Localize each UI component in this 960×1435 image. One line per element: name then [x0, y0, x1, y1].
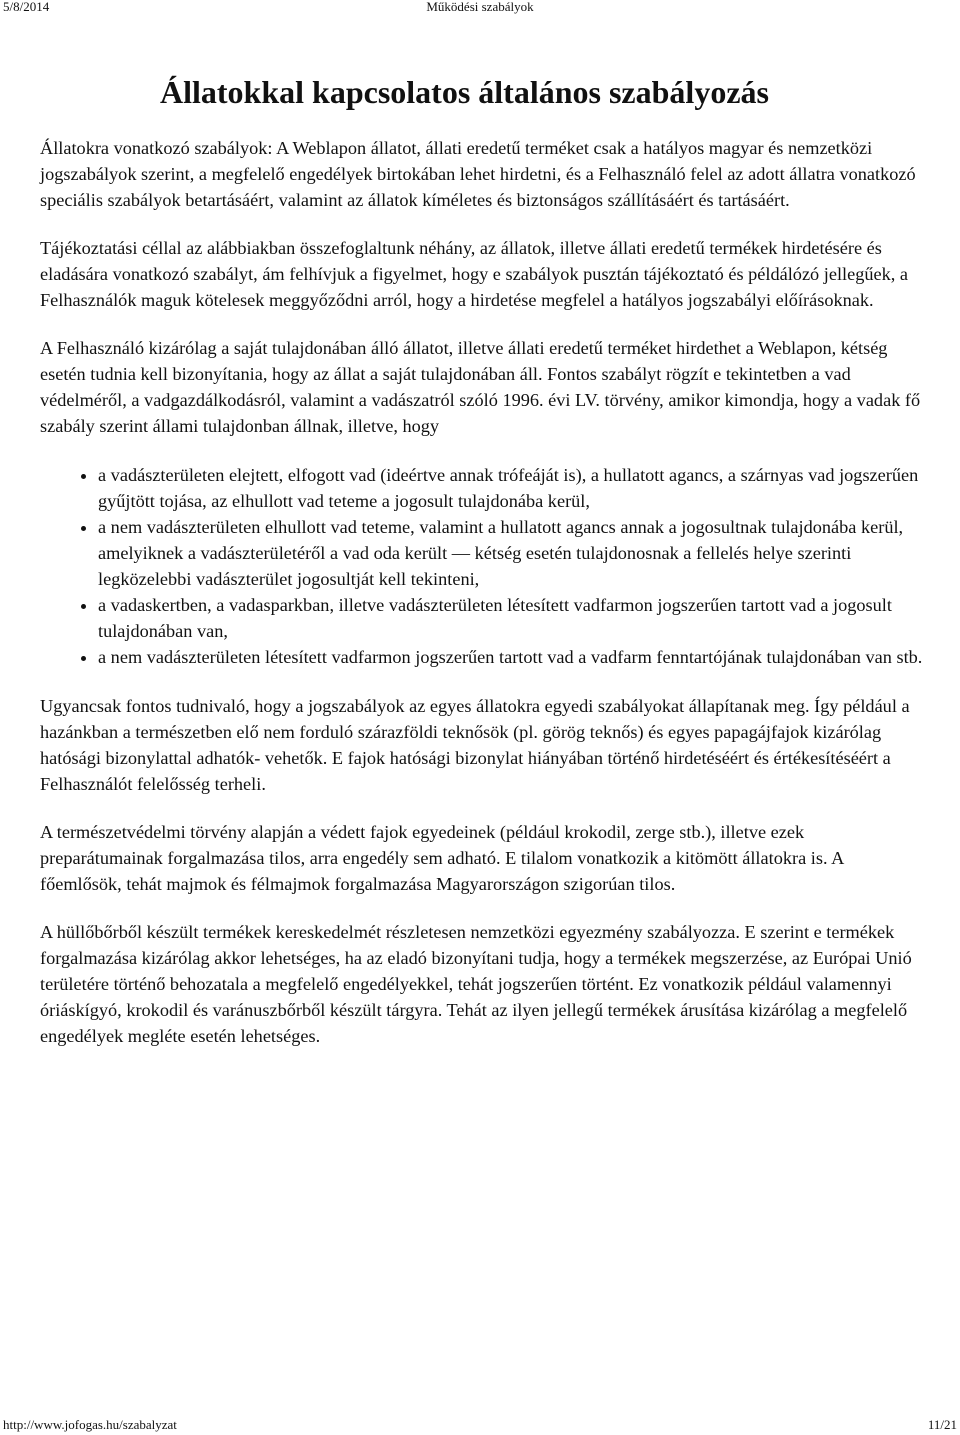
document-body: [40, 68, 925, 1049]
list-item: • a vadászterületen elejtett, elfogott vad (ideértve annak trófeáját is), a hullatott agancs, a szárnyas vad jogszerűen gyűjtött tojása, az elhullott vad teteme a jogosult tulajdonába kerül,: [98, 462, 925, 514]
paragraph-information-notice: Tájékoztatási céllal az alábbiakban összefoglaltunk néhány, az állatok, illetve állati eredetű termékek hirdetésére és eladására vonatkozó szabályt, ám felhívjuk a figyelmet, hogy e szabályok pusztán tájékoztató és példálózó jellegűek, a Felhasználók maguk kötelesek meggyőződni arról, hogy a hirdetése megfelel a hatályos jogszabályi előírásoknak.: [40, 238, 909, 310]
print-footer: [0, 1418, 960, 1435]
list-item: • a nem vadászterületen létesített vadfarmon jogszerűen tartott vad a vadfarm fenntartójának tulajdonában van stb.: [98, 644, 925, 670]
print-date: 5/8/2014: [3, 0, 50, 14]
paragraph-species-specific-rules: Ugyancsak fontos tudnivaló, hogy a jogszabályok az egyes állatokra egyedi szabályokat állapítanak meg. Így például a hazánkban a természetben elő nem forduló szárazföldi teknősök (pl. görög teknős) és egyes papagájfajok kizárólag hatósági bizonylattal adhatók- vehetők. E fajok hatósági bizonylat hiányában történő hirdetéséért és értékesítéséért a Felhasználót felelősség terheli.: [40, 696, 910, 794]
print-header: [0, 0, 960, 20]
list-item: • a nem vadászterületen elhullott vad teteme, valamint a hullatott agancs annak a jogosultnak tulajdonába kerül, amelyiknek a vadászterületéről a vad oda került — kétség esetén tulajdonosnak a fellelés helye szerinti legközelebbi vadászterület jogosultját kell tekinteni,: [98, 514, 925, 592]
paragraph-reptile-skin-products: A hüllőbőrből készült termékek kereskedelmét részletesen nemzetközi egyezmény szabályozza. E szerint e termékek forgalmazása kizárólag akkor lehetséges, ha az eladó bizonyítani tudja, hogy a termékek megszerzése, az Európai Unió területére történő behozatala a megfelelő engedélyekkel, tehát jogszerűen történt. Ez vonatkozik például valamennyi óriáskígyó, krokodil és varánuszbőrből készült tárgyra. Tehát az ilyen jellegű termékek árusítása kizárólag a megfelelő engedélyek megléte esetén lehetséges.: [40, 922, 912, 1046]
page-title: Állatokkal kapcsolatos általános szabályozás: [160, 74, 769, 110]
list-item: • a vadaskertben, a vadasparkban, illetve vadászterületen létesített vadfarmon jogszerűen tartott vad a jogosult tulajdonában van,: [98, 592, 925, 644]
print-document-title: Működési szabályok: [426, 0, 534, 14]
page-number: 11/21: [927, 1417, 957, 1432]
paragraph-protected-species: A természetvédelmi törvény alapján a védett fajok egyedeinek (például krokodil, zerge stb.), illetve ezek preparátumainak forgalmazása tilos, arra engedély sem adható. E tilalom vonatkozik a kitömött állatokra is. A főemlősök, tehát majmok és félmajmok forgalmazása Magyarországon szigorúan tilos.: [40, 822, 844, 894]
paragraph-ownership-rule: A Felhasználó kizárólag a saját tulajdonában álló állatot, illetve állati eredetű terméket hirdethet a Weblapon, kétség esetén tudnia kell bizonyítania, hogy az állat a saját tulajdonában áll. Fontos szabályt rögzít e tekintetben a vad védelméről, a vadgazdálkodásról, valamint a vadászatról szóló 1996. évi LV. törvény, amikor kimondja, hogy a vadak fő szabály szerint állami tulajdonban állnak, illetve, hogy: [40, 338, 921, 436]
paragraph-animal-rules: Állatokra vonatkozó szabályok: A Weblapon állatot, állati eredetű terméket csak a hatályos magyar és nemzetközi jogszabályok szerint, a megfelelő engedélyek birtokában lehet hirdetni, és a Felhasználó felel az adott állatra vonatkozó speciális szabályok betartásáért, valamint az állatok kíméletes és biztonságos szállításáért és tartásáért.: [40, 138, 916, 210]
game-ownership-list: [40, 462, 925, 670]
print-url: http://www.jofogas.hu/szabalyzat: [3, 1417, 177, 1432]
